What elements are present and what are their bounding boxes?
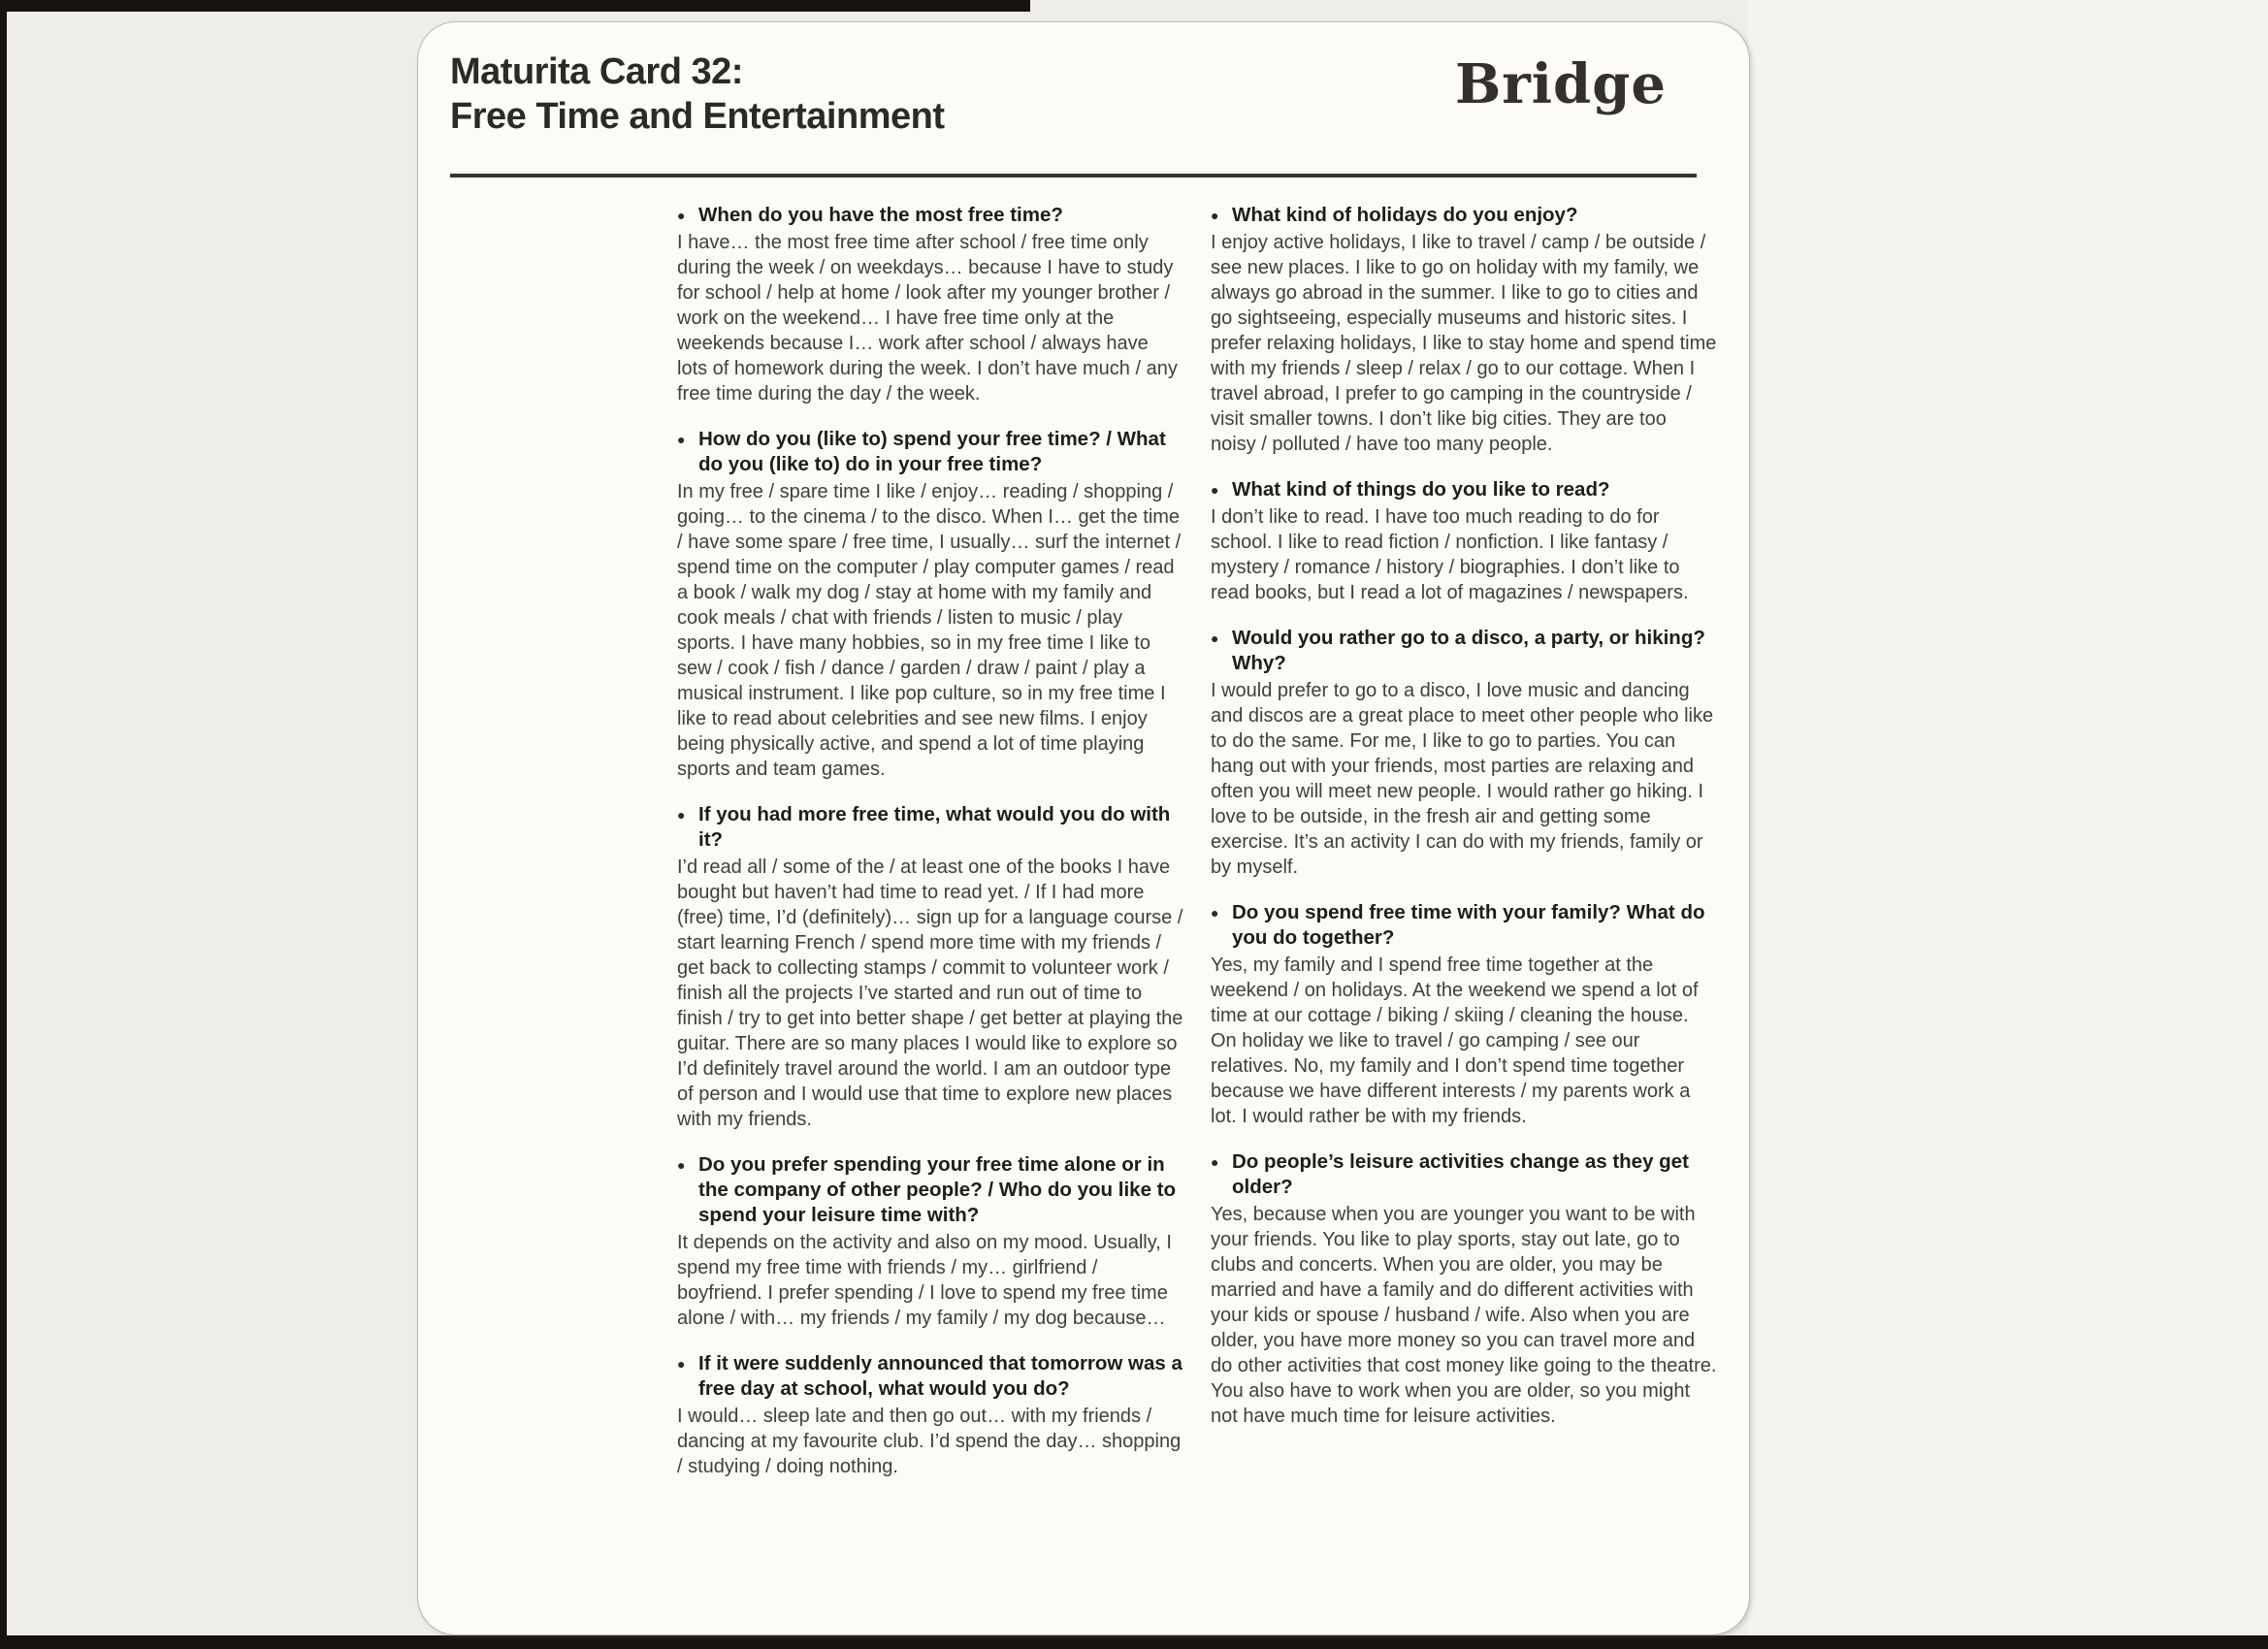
right-column [1211,203,1717,1500]
question-text: Do people’s leisure activities change as they get older? [1232,1150,1689,1198]
qa-section [1211,900,1717,1129]
answer-text: I would prefer to go to a disco, I love music and dancing and discos are a great place to meet other people who like to do the same. For me, I like to go to parties. You can hang out with your friends, most parties are relaxing and often you will meet new people. I would rather go hiking. I love to be outside, in the fresh air and getting some exercise. It’s an activity I can do with my friends, family or by myself. [1211,680,1714,878]
qa-section [677,802,1183,1132]
title-divider [450,174,1697,178]
scan-edge-top [0,0,1030,12]
question-heading [1211,900,1717,951]
question-heading [677,1351,1183,1402]
question-heading [677,427,1183,477]
question-text: If you had more free time, what would you do with it? [698,803,1171,851]
bullet-icon: ● [1211,905,1219,921]
question-heading [677,802,1183,853]
scan-edge-left [0,0,7,1641]
question-heading [677,203,1183,228]
page-title-line2: Free Time and Entertainment [450,96,945,137]
content-columns [677,203,1717,1500]
question-text: What kind of holidays do you enjoy? [1232,204,1578,226]
question-text: How do you (like to) spend your free time? / What do you (like to) do in your free time? [698,428,1166,475]
answer-text: Yes, my family and I spend free time together at the weekend / on holidays. At the weekend we spend a lot of time at our cottage / biking / skiing / cleaning the house. On holiday we like to travel / go camping / see our relatives. No, my family and I don’t spend time together because we have different interests / my parents work a lot. I would rather be with my friends. [1211,954,1699,1127]
question-text: If it were suddenly announced that tomorrow was a free day at school, what would you do? [698,1352,1183,1400]
answer-text: I enjoy active holidays, I like to travel / camp / be outside / see new places. I like to go on holiday with my family, we always go abroad in the summer. I like to go to cities and go sightseeing, especially museums and historic sites. I prefer relaxing holidays, I like to stay home and spend time with my friends / sleep / relax / go to our cottage. When I travel abroad, I prefer to go camping in the countryside / visit smaller towns. I don’t like big cities. They are too noisy / polluted / have too many people. [1211,232,1717,455]
scan-edge-bottom [0,1635,2268,1649]
answer-text: I have… the most free time after school / free time only during the week / on weekdays… because I have to study for school / help at home / look after my younger brother / work on the weekend… I have free time only at the weekends because I… work after school / always have lots of homework during the week. I don’t have much / any free time during the day / the week. [677,232,1178,404]
answer-text: Yes, because when you are younger you want to be with your friends. You like to play sports, stay out late, go to clubs and concerts. When you are older, you may be married and have a family and do different activities with your kids or spouse / husband / wife. Also when you are older, you have more money so you can travel more and do other activities that cost money like going to the theatre. You also have to work when you are older, so you might not have much time for leisure activities. [1211,1204,1717,1427]
bullet-icon: ● [677,1157,686,1173]
bullet-icon: ● [1211,208,1219,223]
qa-section [677,203,1183,406]
question-heading [1211,203,1717,228]
question-heading [677,1152,1183,1228]
bullet-icon: ● [677,208,686,223]
qa-section [1211,1149,1717,1429]
page-title-line1: Maturita Card 32: [450,51,743,92]
answer-text: In my free / spare time I like / enjoy… reading / shopping / going… to the cinema / to the disco. When I… get the time / have some spare / free time, I usually… surf the internet / spend time on the computer / play computer games / read a book / walk my dog / stay at home with my family and cook meals / chat with friends / listen to music / play sports. I have many hobbies, so in my free time I like to sew / cook / fish / dance / garden / draw / paint / play a musical instrument. I like pop culture, so in my free time I like to read about celebrities and see new films. I enjoy being physically active, and spend a lot of time playing sports and team games. [677,481,1182,780]
card-header [450,49,1717,139]
bullet-icon: ● [1211,482,1219,498]
bullet-icon: ● [677,432,686,447]
answer-text: I would… sleep late and then go out… with my friends / dancing at my favourite club. I’d spend the day… shopping / studying / doing nothing. [677,1406,1182,1477]
bullet-icon: ● [1211,1154,1219,1170]
left-column [677,203,1183,1500]
question-heading [1211,626,1717,676]
qa-section [1211,477,1717,605]
qa-section [1211,626,1717,880]
bullet-icon: ● [677,807,686,823]
qa-section [677,427,1183,782]
qa-section [1211,203,1717,457]
bullet-icon: ● [1211,630,1219,646]
question-text: What kind of things do you like to read? [1232,478,1610,501]
answer-text: I don’t like to read. I have too much reading to do for school. I like to read fiction / nonfiction. I like fantasy / mystery / romance / history / biographies. I don’t like to read books, but I read a lot of magazines / newspapers. [1211,506,1689,603]
question-heading [1211,1149,1717,1200]
qa-section [677,1351,1183,1479]
question-text: Would you rather go to a disco, a party, or hiking? Why? [1232,627,1705,674]
question-text: When do you have the most free time? [698,204,1063,226]
question-text: Do you spend free time with your family? What do you do together? [1232,901,1705,949]
maturita-card [417,21,1750,1635]
question-heading [1211,477,1717,502]
answer-text: It depends on the activity and also on my mood. Usually, I spend my free time with friends / my… girlfriend / boyfriend. I prefer spending / I love to spend my free time alone / with… my friends / my family / my dog because… [677,1232,1172,1329]
scanner-background-right [1748,0,2268,1649]
bullet-icon: ● [677,1356,686,1372]
bridge-logo: Bridge [1454,52,1667,116]
question-text: Do you prefer spending your free time alone or in the company of other people? / Who do you like to spend your leisure time with? [698,1153,1177,1226]
answer-text: I’d read all / some of the / at least one of the books I have bought but haven’t had time to read yet. / If I had more (free) time, I’d (definitely)… sign up for a language course / start learning French / spend more time with my friends / get back to collecting stamps / commit to volunteer work / finish all the projects I’ve started and run out of time to finish / try to get into better shape / get better at playing the guitar. There are so many places I would like to explore so I’d definitely travel around the world. I am an outdoor type of person and I would use that time to explore new places with my friends. [677,857,1183,1130]
qa-section [677,1152,1183,1331]
